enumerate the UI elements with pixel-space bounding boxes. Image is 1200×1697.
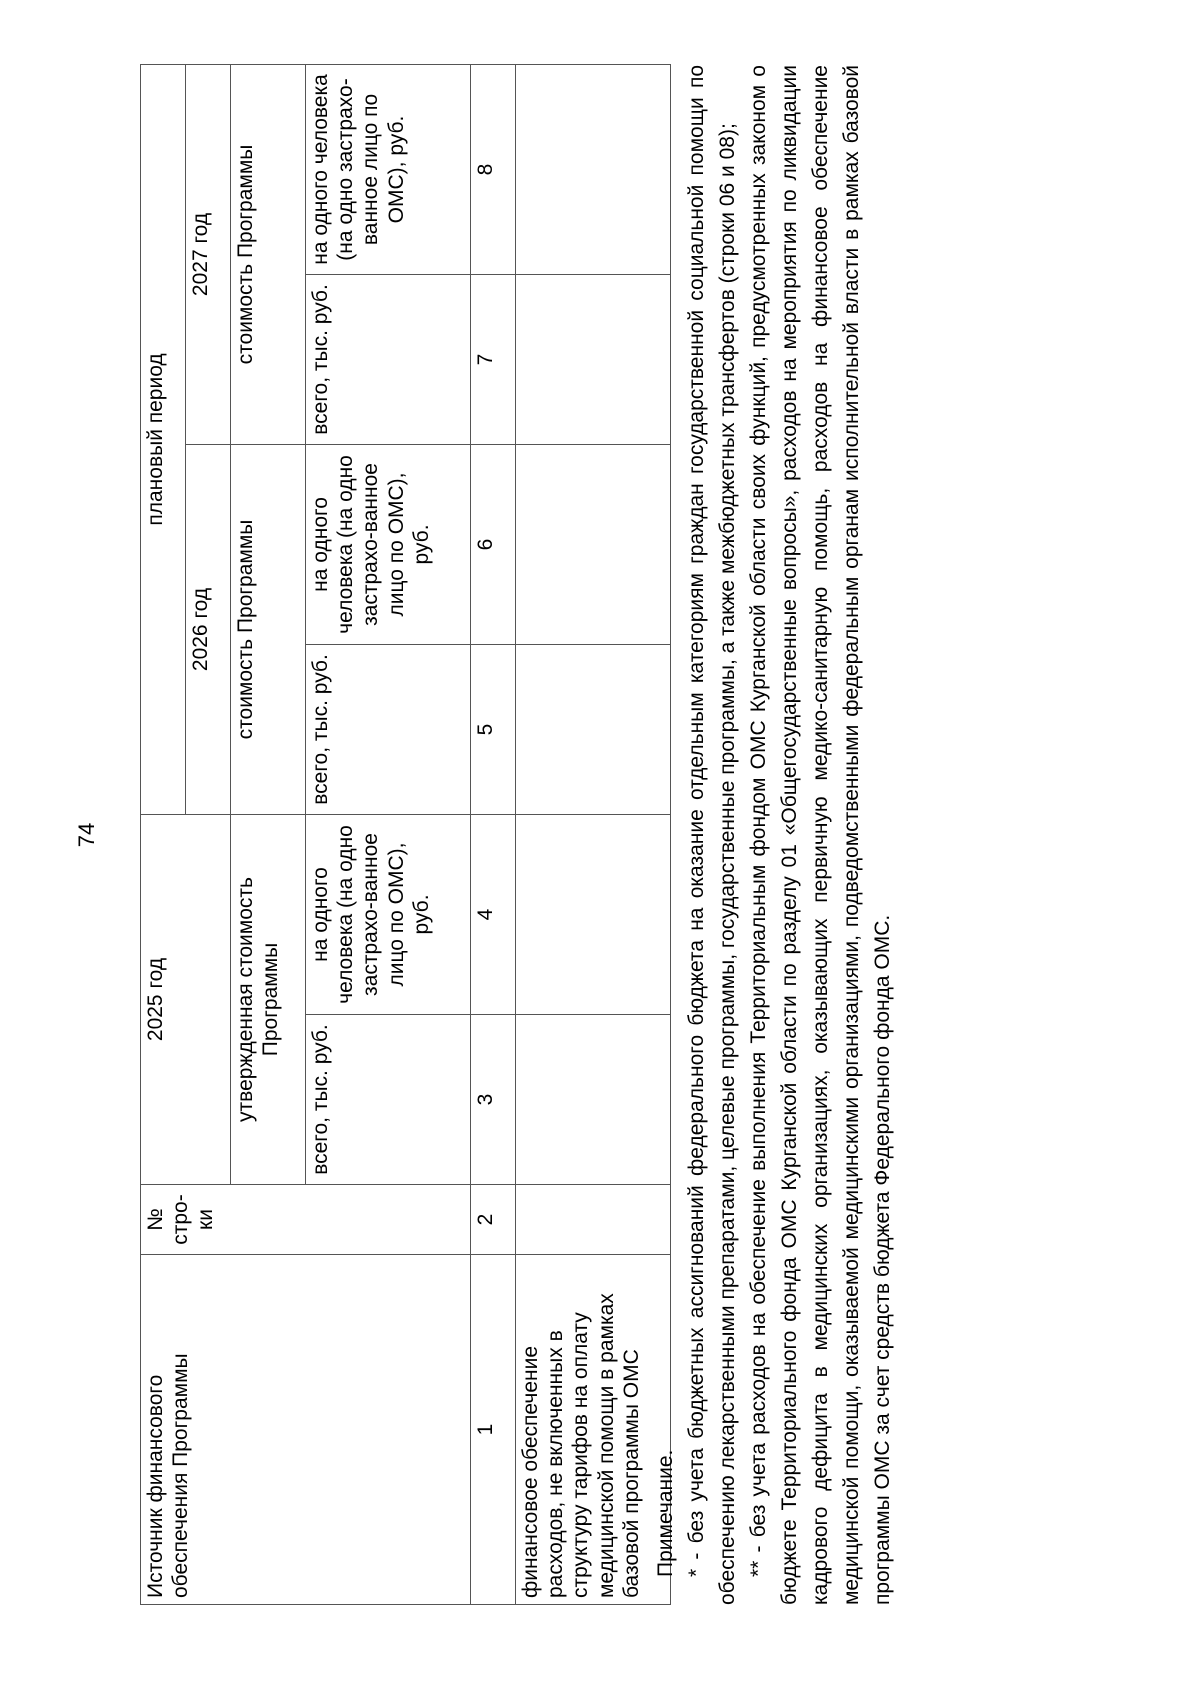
rotated-page [0,45,1200,1625]
header-year-2026: 2026 год [186,444,231,814]
row-cell-2 [516,1185,671,1255]
table-row [516,64,671,1604]
header-cost-2026: стоимость Программы [231,444,306,814]
note-paragraph-1: * - без учета бюджетных ассигнований федерального бюджета на оказание отдельным категориям граждан государственной социальной помощи по обеспечению лекарственными препаратами, целевые программы, государственные программы, а также межбюджетных трансфертов (строки 06 и 08); [685,65,739,1605]
header-approved-cost: утвержденная стоимость Программы [231,814,306,1184]
header-per-person-2025: на одного человека (на одно застрахо-ванное лицо по ОМС), руб. [306,814,471,1014]
financing-table [140,64,671,1605]
col-number-8: 8 [471,64,516,274]
col-number-5: 5 [471,644,516,814]
row-cell-8 [516,64,671,274]
note-block [650,65,898,1605]
col-number-7: 7 [471,274,516,444]
header-source: Источник финансового обеспечения Программы [141,1255,471,1605]
header-year-2025: 2025 год [141,814,231,1184]
header-year-2027: 2027 год [186,64,231,444]
row-cell-7 [516,274,671,444]
header-cost-2027: стоимость Программы [231,64,306,444]
header-total-2025: всего, тыс. руб. [306,1015,471,1185]
header-total-2027: всего, тыс. руб. [306,274,471,444]
header-per-person-2027: на одного человека (на одно застрахо-ванное лицо по ОМС), руб. [306,64,471,274]
col-number-1: 1 [471,1255,516,1605]
note-title: Примечание. [654,1449,677,1577]
col-number-3: 3 [471,1015,516,1185]
row-cell-5 [516,644,671,814]
row-cell-4 [516,814,671,1014]
col-number-4: 4 [471,814,516,1014]
header-total-2026: всего, тыс. руб. [306,644,471,814]
header-row-no: № стро-ки [141,1185,471,1255]
header-planning-period: плановый период [141,64,186,814]
col-number-6: 6 [471,444,516,644]
row-cell-3 [516,1015,671,1185]
page-number: 74 [74,822,99,848]
row-cell-6 [516,444,671,644]
header-per-person-2026: на одного человека (на одно застрахо-ванное лицо по ОМС), руб. [306,444,471,644]
note-paragraph-2: ** - без учета расходов на обеспечение выполнения Территориальным фондом ОМС Курганской области своих функций, предусмотренных законом о бюджете Территориального фонда ОМС Курганской области по разделу 01 «Общегосударственные вопросы», расходов на мероприятия по ликвидации кадрового дефицита в медицинских организациях, оказывающих первичную медико-санитарную помощь, расходов на финансовое обеспечение медицинской помощи, оказываемой медицинскими организациями, подведомственными федеральным органам исполнительной власти в рамках базовой программы ОМС за счет средств бюджета Федерального фонда ОМС. [747,65,894,1605]
row-source-text: финансовое обеспечение расходов, не включенных в структуру тарифов на оплату медицинской помощи в рамках базовой программы ОМС [516,1255,671,1605]
col-number-2: 2 [471,1185,516,1255]
